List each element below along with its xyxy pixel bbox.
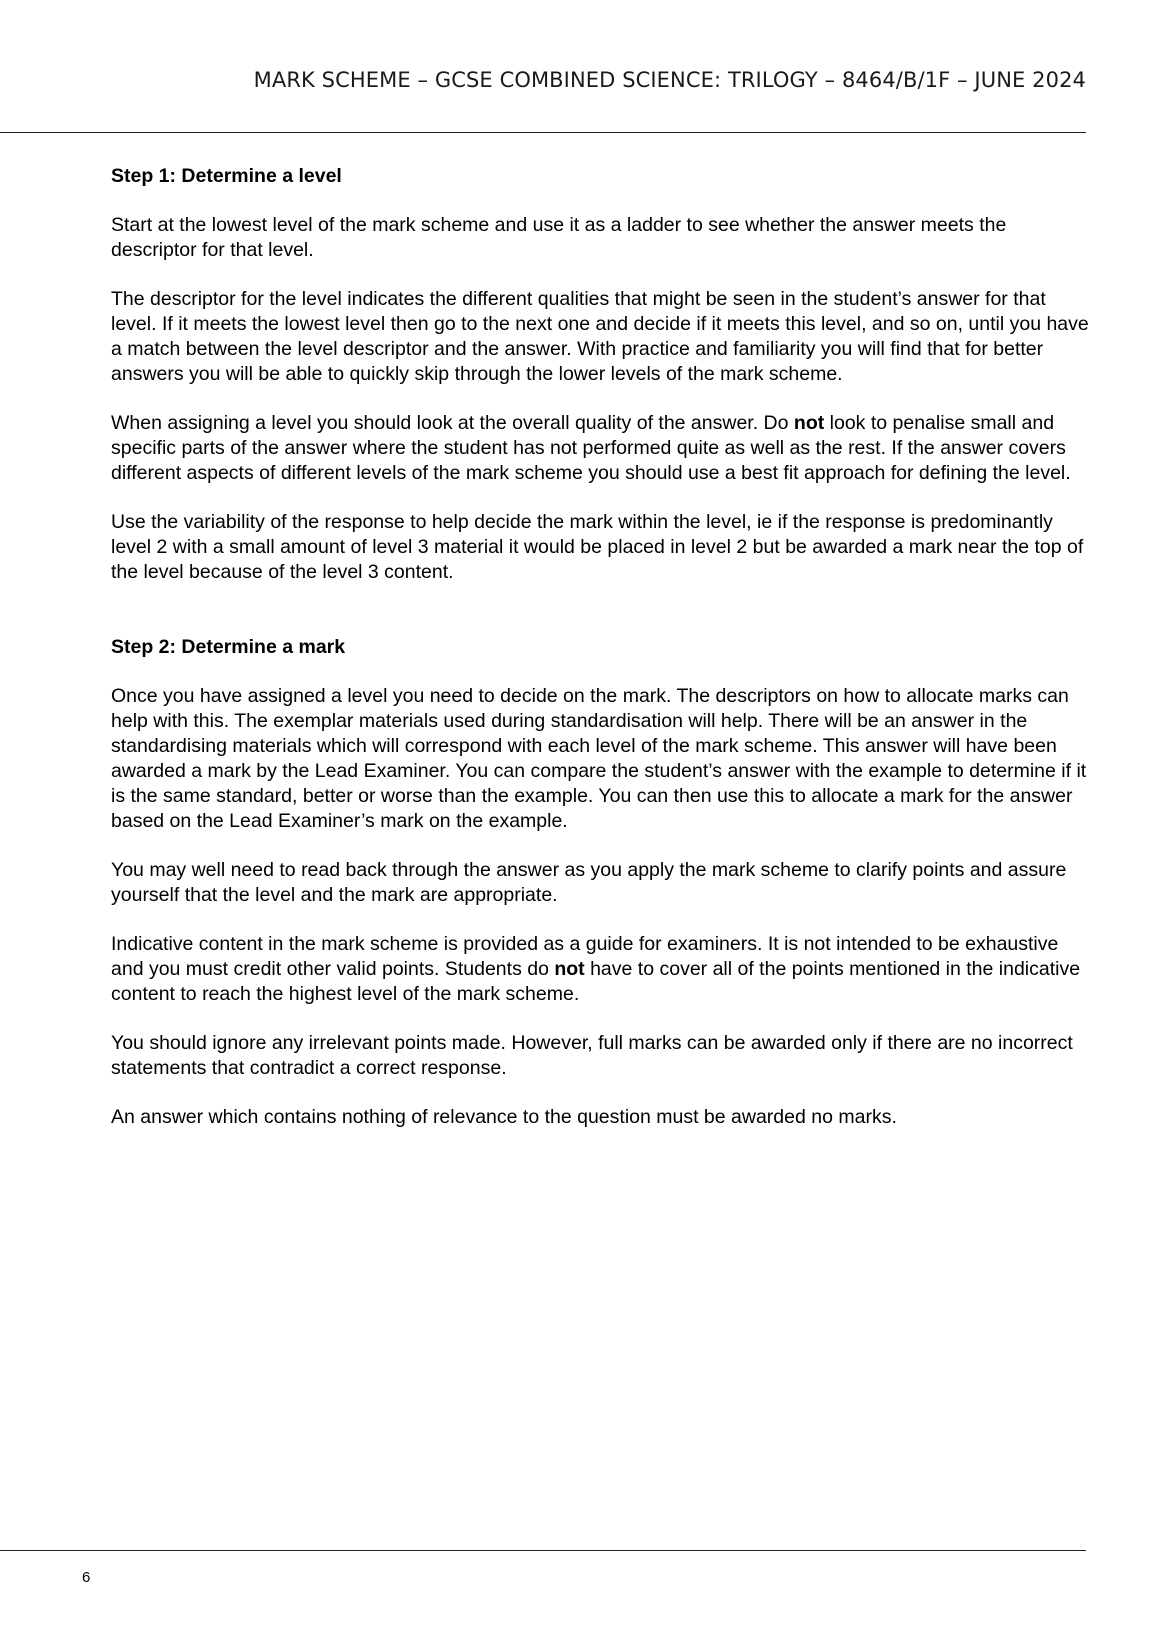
footer-divider	[0, 1550, 1086, 1551]
body-content	[111, 164, 1096, 1154]
step1-paragraph-2: The descriptor for the level indicates the different qualities that might be seen in the student’s answer for that level. If it meets the lowest level then go to the next one and decide if it meets this level, and so on, until you have a match between the level descriptor and the answer. With practice and familiarity you will find that for better answers you will be able to quickly skip through the lower levels of the mark scheme.	[111, 288, 1089, 385]
step1-p3-emphasis: not	[793, 412, 825, 434]
step1-p3-text-before: When assigning a level you should look at the overall quality of the answer. Do	[111, 412, 794, 434]
page-number: 6	[82, 1569, 91, 1586]
step2-paragraph-2: You may well need to read back through the answer as you apply the mark scheme to clarify points and assure yourself that the level and the mark are appropriate.	[111, 859, 1067, 906]
step2-p3-text-after: have to cover all of the points mentioned in the indicative content to reach the highest level of the mark scheme.	[111, 958, 1081, 1005]
step1-p3-text-after: look to penalise small and specific parts of the answer where the student has not performed quite as well as the rest. If the answer covers different aspects of different levels of the mark scheme you should use a best fit approach for defining the level.	[111, 412, 1071, 484]
step2-paragraph-4: You should ignore any irrelevant points made. However, full marks can be awarded only if there are no incorrect statements that contradict a correct response.	[111, 1032, 1073, 1079]
section-spacer	[111, 609, 1096, 635]
step1-heading: Step 1: Determine a level	[111, 165, 342, 187]
step2-paragraph-3	[111, 932, 1096, 1007]
step2-paragraph-1: Once you have assigned a level you need to decide on the mark. The descriptors on how to allocate marks can help with this. The exemplar materials used during standardisation will help. There will be an answer in the standardising materials which will correspond with each level of the mark scheme. This answer will have been awarded a mark by the Lead Examiner. You can compare the student’s answer with the example to determine if it is the same standard, better or worse than the example. You can then use this to allocate a mark for the answer based on the Lead Examiner’s mark on the example.	[111, 685, 1087, 832]
step2-heading: Step 2: Determine a mark	[111, 636, 346, 658]
step1-paragraph-3	[111, 411, 1096, 486]
header-divider	[0, 132, 1086, 133]
step2-p3-emphasis: not	[554, 958, 585, 980]
step2-p3-text-before: Indicative content in the mark scheme is provided as a guide for examiners. It is not intended to be exhaustive and you must credit other valid points. Students do	[111, 933, 1059, 980]
step2-paragraph-5: An answer which contains nothing of relevance to the question must be awarded no marks.	[111, 1106, 897, 1128]
running-header: MARK SCHEME – GCSE COMBINED SCIENCE: TRILOGY – 8464/B/1F – JUNE 2024	[253, 68, 1086, 92]
step1-paragraph-4: Use the variability of the response to help decide the mark within the level, ie if the response is predominantly level 2 with a small amount of level 3 material it would be placed in level 2 but be awarded a mark near the top of the level because of the level 3 content.	[111, 511, 1084, 583]
step1-paragraph-1: Start at the lowest level of the mark scheme and use it as a ladder to see whether the answer meets the descriptor for that level.	[111, 214, 1007, 261]
